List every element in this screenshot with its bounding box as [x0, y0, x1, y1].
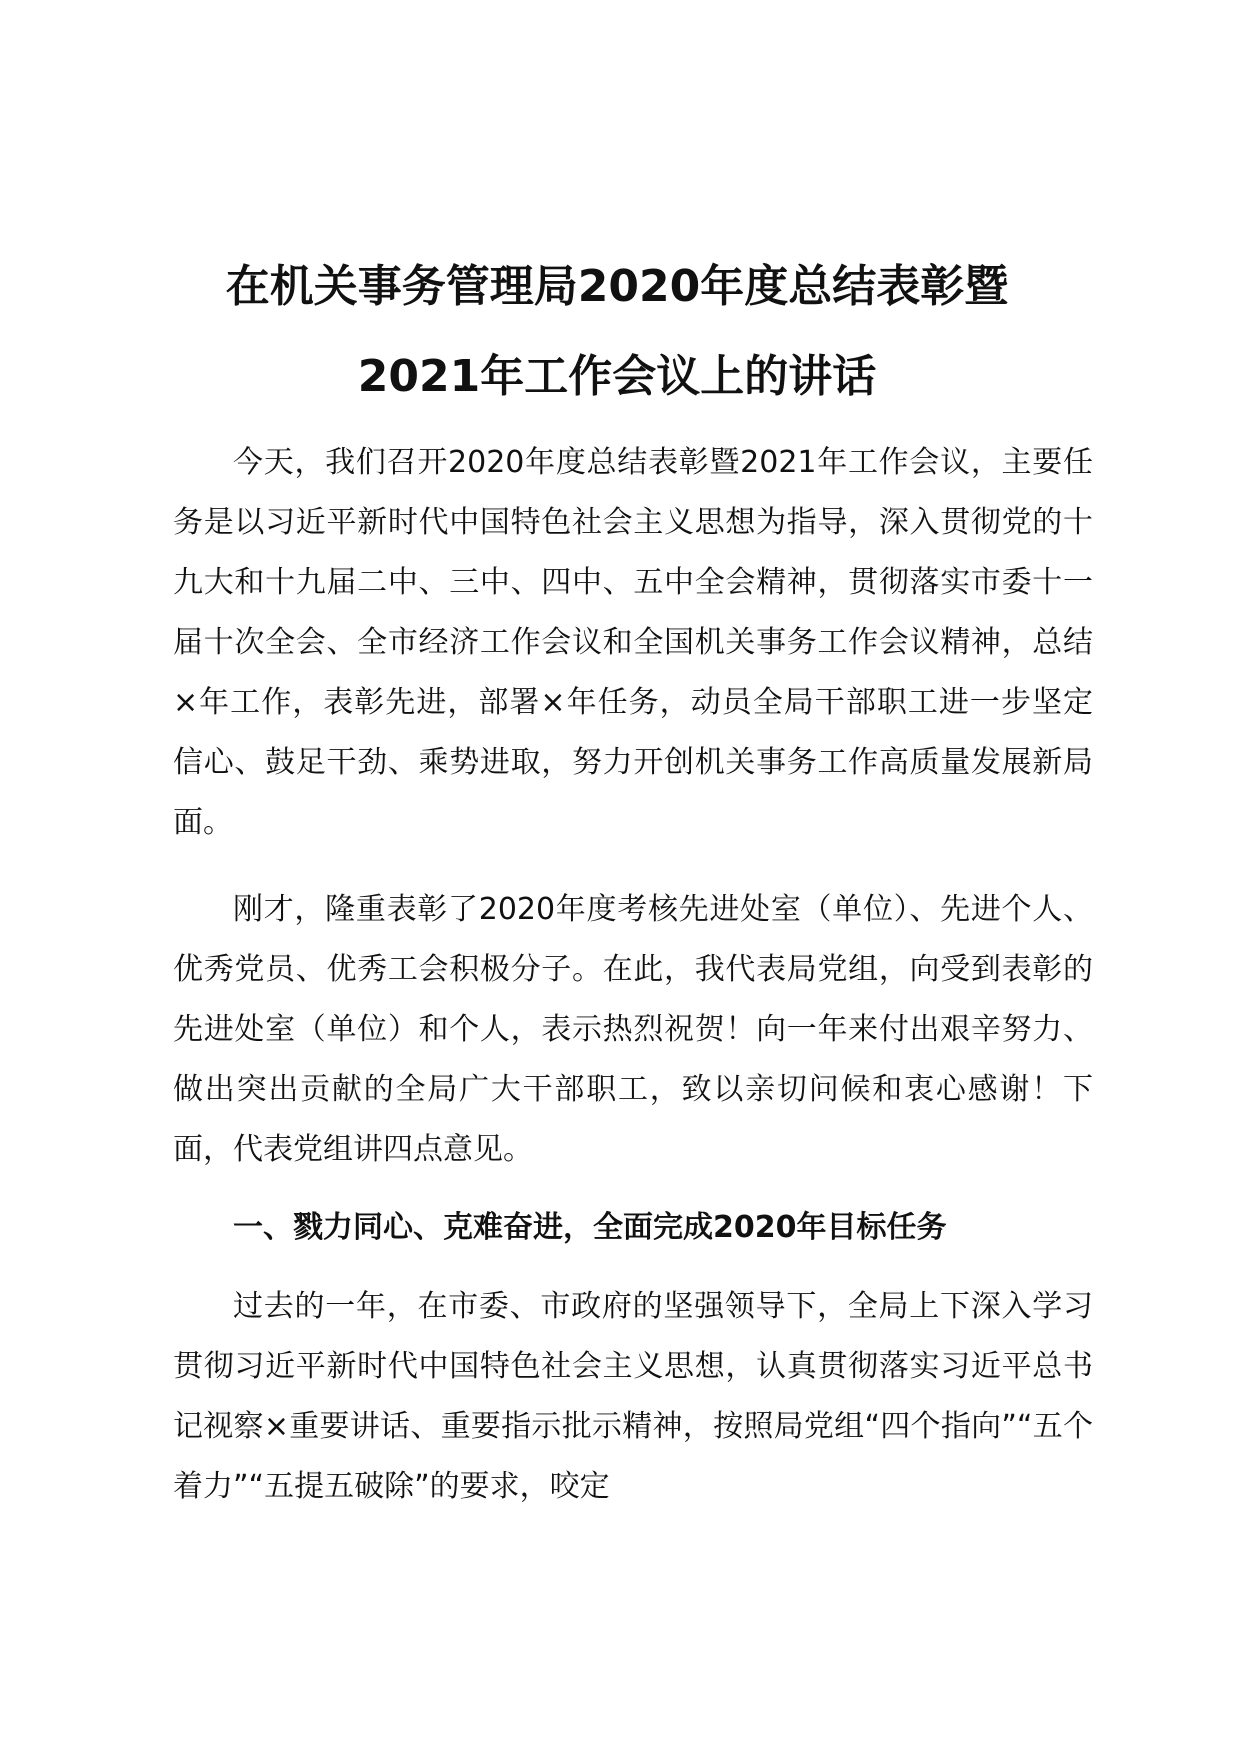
paragraph-commendation: 刚才，隆重表彰了2020年度考核先进处室（单位）、先进个人、优秀党员、优秀工会积极分子。在此，我代表局党组，向受到表彰的先进处室（单位）和个人，表示热烈祝贺！向一年来付出艰辛努力、做出突出贡献的全局广大干部职工，致以亲切问候和衷心感谢！下面，代表党组讲四点意见。 [173, 892, 1093, 1167]
document-title-line-2: 2021年工作会议上的讲话 [357, 351, 877, 402]
paragraph-opening: 今天，我们召开2020年度总结表彰暨2021年工作会议，主要任务是以习近平新时代中国特色社会主义思想为指导，深入贯彻党的十九大和十九届二中、三中、四中、五中全会精神，贯彻落实市委十一届十次全会、全市经济工作会议和全国机关事务工作会议精神，总结×年工作，表彰先进，部署×年任务，动员全局干部职工进一步坚定信心、鼓足干劲、乘势进取，努力开创机关事务工作高质量发展新局面。 [173, 445, 1093, 840]
section-heading-1: 一、戮力同心、克难奋进，全面完成2020年目标任务 [233, 1210, 947, 1245]
document-title-line-1: 在机关事务管理局2020年度总结表彰暨 [225, 261, 1009, 312]
paragraph-review: 过去的一年，在市委、市政府的坚强领导下，全局上下深入学习贯彻习近平新时代中国特色社会主义思想，认真贯彻落实习近平总书记视察×重要讲话、重要指示批示精神，按照局党组“四个指向”“五个着力”“五提五破除”的要求，咬定 [173, 1289, 1093, 1504]
